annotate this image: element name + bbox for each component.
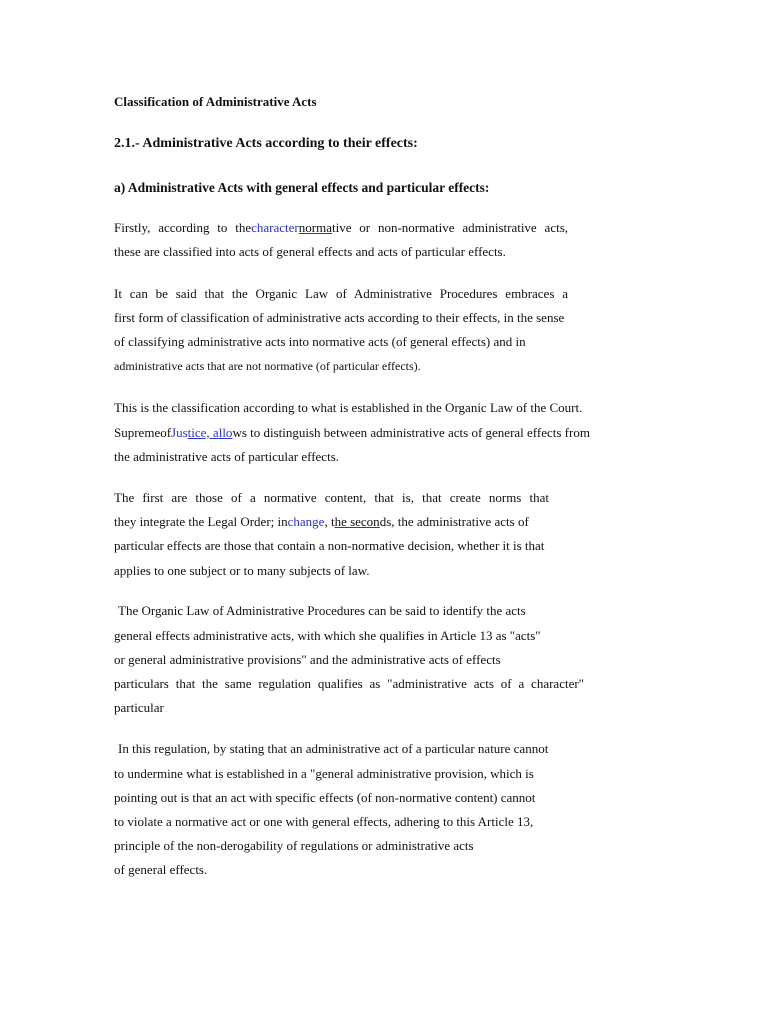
paragraph-5-line-5: particular — [114, 700, 164, 715]
paragraph-6-line-4: to violate a normative act or one with general effects, adhering to this Article 13, — [114, 814, 534, 829]
paragraph-6-line-2: to undermine what is established in a "general administrative provision, which is — [114, 766, 534, 781]
paragraph-2-line-2: first form of classification of administrative acts according to their effects, in the sense — [114, 310, 565, 325]
paragraph-1-line-1 — [114, 220, 568, 236]
text-run: Firstly, according to the — [114, 220, 252, 235]
paragraph-3-line-1: This is the classification according to what is established in the Organic Law of the Court. — [114, 400, 583, 415]
link-change[interactable]: change — [287, 514, 325, 529]
paragraph-6-line-1: In this regulation, by stating that an administrative act of a particular nature cannot — [118, 741, 549, 756]
text-run: tive or non-normative administrative acts, — [331, 220, 569, 235]
paragraph-2-line-4: administrative acts that are not normative (of particular effects). — [114, 359, 421, 373]
document-heading: Classification of Administrative Acts — [114, 94, 317, 109]
paragraph-6-line-5: principle of the non-derogability of regulations or administrative acts — [114, 838, 474, 853]
paragraph-5-line-4: particulars that the same regulation qualifies as "administrative acts of a character" — [114, 676, 584, 691]
paragraph-1-line-2: these are classified into acts of general effects and acts of particular effects. — [114, 244, 506, 259]
paragraph-4-line-1: The first are those of a normative content, that is, that create norms that — [114, 490, 549, 505]
paragraph-3-line-2 — [114, 425, 590, 441]
subsection-heading: a) Administrative Acts with general effects and particular effects: — [114, 180, 490, 195]
paragraph-4-line-2 — [114, 514, 529, 530]
paragraph-5-line-2: general effects administrative acts, with which she qualifies in Article 13 as "acts" — [114, 628, 541, 643]
paragraph-3-line-3: the administrative acts of particular effects. — [114, 449, 339, 464]
section-heading: 2.1.- Administrative Acts according to their effects: — [114, 136, 418, 151]
paragraph-2-line-1: It can be said that the Organic Law of Administrative Procedures embraces a — [114, 286, 568, 301]
paragraph-4-line-3: particular effects are those that contain a non-normative decision, whether it is that — [114, 538, 545, 553]
link-character[interactable]: character — [251, 220, 299, 235]
paragraph-5-line-3: or general administrative provisions" and the administrative acts of effects — [114, 652, 501, 667]
text-run: ds, the administrative acts of — [379, 514, 529, 529]
text-run: ws to distinguish between administrative acts of general effects from — [232, 425, 590, 440]
text-run: they integrate the Legal Order; in — [114, 514, 288, 529]
paragraph-6-line-6: of general effects. — [114, 862, 208, 877]
paragraph-5-line-1: The Organic Law of Administrative Procedures can be said to identify the acts — [118, 603, 526, 618]
link-justice[interactable]: Jus — [171, 425, 188, 440]
underlined-text: norma — [298, 220, 332, 235]
link-justice-underlined[interactable]: tice, allo — [187, 425, 233, 440]
text-run: Supremeof — [114, 425, 172, 440]
underlined-text: he secon — [334, 514, 380, 529]
paragraph-4-line-4: applies to one subject or to many subjects of law. — [114, 563, 370, 578]
text-run: , t — [324, 514, 335, 529]
paragraph-6-line-3: pointing out is that an act with specific effects (of non-normative content) cannot — [114, 790, 536, 805]
paragraph-2-line-3: of classifying administrative acts into normative acts (of general effects) and in — [114, 334, 526, 349]
